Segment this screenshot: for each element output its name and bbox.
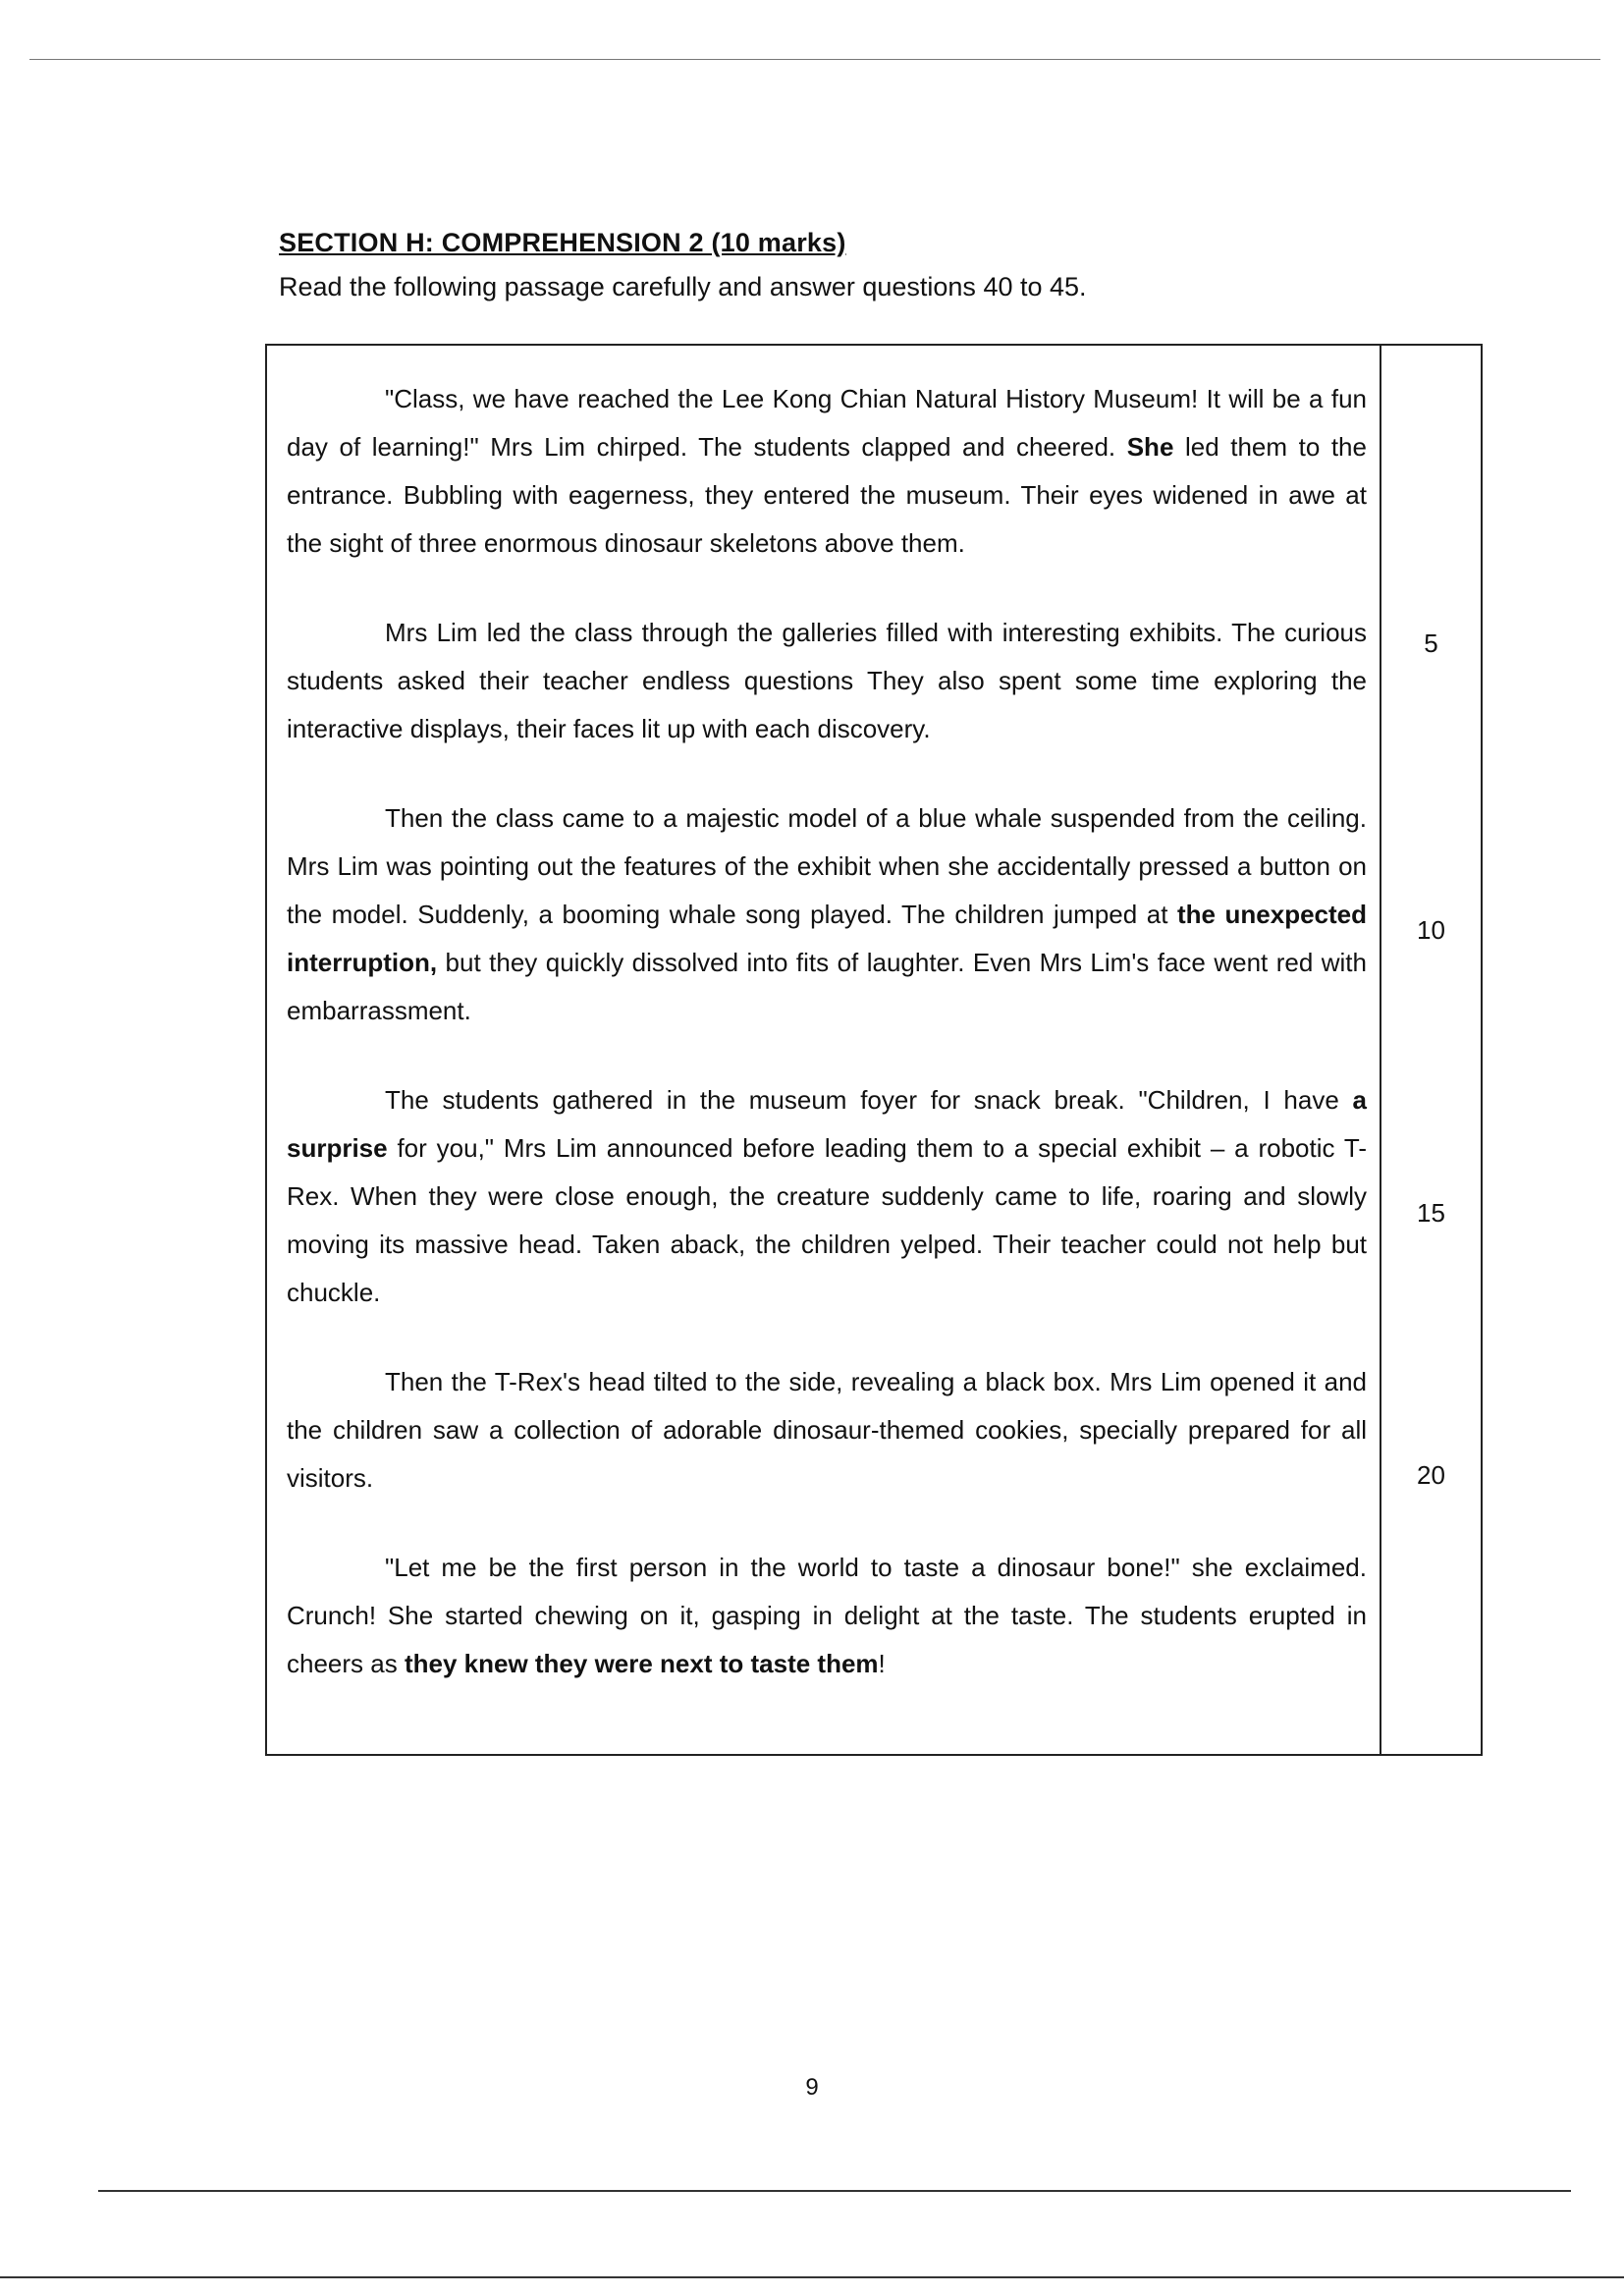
text-run: for you," Mrs Lim announced before leading them to a special exhibit – a robotic T-Rex. When they were close enough, the creature suddenly came to life, roaring and slowly moving its massive head. Taken aback, the children yelped. Their teacher could not help but chuckle. (287, 1133, 1367, 1307)
passage-paragraph (287, 609, 1367, 753)
passage-paragraph (287, 1544, 1367, 1688)
line-number-15: 15 (1417, 1198, 1445, 1228)
passage-paragraph (287, 375, 1367, 568)
page-number: 9 (805, 2074, 819, 2101)
text-run: "Class, we have reached the Lee Kong Chian Natural History Museum! It will be a fun day of learning!" Mrs Lim chirped. The students clapped and cheered. (287, 384, 1367, 462)
section-instruction: Read the following passage carefully and answer questions 40 to 45. (279, 272, 1087, 301)
text-run: ! (878, 1649, 886, 1678)
line-number-20: 20 (1417, 1460, 1445, 1490)
bold-phrase: She (1126, 432, 1174, 462)
line-number-5: 5 (1424, 629, 1438, 658)
line-number-column-divider (1380, 346, 1381, 1754)
text-run: led them to the entrance. Bubbling with eagerness, they entered the museum. Their eyes widened in awe at the sight of three enormous dinosaur skeletons above them. (287, 432, 1367, 558)
passage-paragraph (287, 1076, 1367, 1317)
text-run: but they quickly dissolved into fits of laughter. Even Mrs Lim's face went red with embarrassment. (287, 948, 1367, 1025)
text-run: "Let me be the first person in the world to taste a dinosaur bone!" she exclaimed. Crunch! She started chewing on it, gasping in delight at the taste. The students erupted in cheers as (287, 1553, 1367, 1678)
top-rule (29, 59, 1600, 60)
text-run: Then the class came to a majestic model of a blue whale suspended from the ceiling. Mrs Lim was pointing out the features of the exhibit when she accidentally pressed a button on the model. Suddenly, a booming whale song played. The children jumped at (287, 803, 1367, 929)
passage-text (287, 375, 1367, 1729)
bottom-rule (98, 2190, 1571, 2192)
section-title: SECTION H: COMPREHENSION 2 (10 marks) (279, 228, 846, 257)
bold-phrase: they knew they were next to taste them (404, 1649, 879, 1678)
passage-box (265, 344, 1483, 1756)
line-number-10: 10 (1417, 915, 1445, 945)
page-edge-rule (0, 2276, 1624, 2278)
bold-phrase: the unexpected interruption, (287, 900, 1368, 977)
text-run: Then the T-Rex's head tilted to the side, revealing a black box. Mrs Lim opened it and the children saw a collection of adorable dinosaur-themed cookies, specially prepared for all visitors. (287, 1367, 1367, 1493)
text-run: Mrs Lim led the class through the galleries filled with interesting exhibits. The curious students asked their teacher endless questions They also spent some time exploring the interactive displays, their faces lit up with each discovery. (287, 618, 1367, 743)
passage-paragraph (287, 794, 1367, 1035)
text-run: The students gathered in the museum foyer for snack break. "Children, I have (385, 1085, 1353, 1115)
passage-paragraph (287, 1358, 1367, 1503)
bold-phrase: a surprise (287, 1085, 1367, 1163)
